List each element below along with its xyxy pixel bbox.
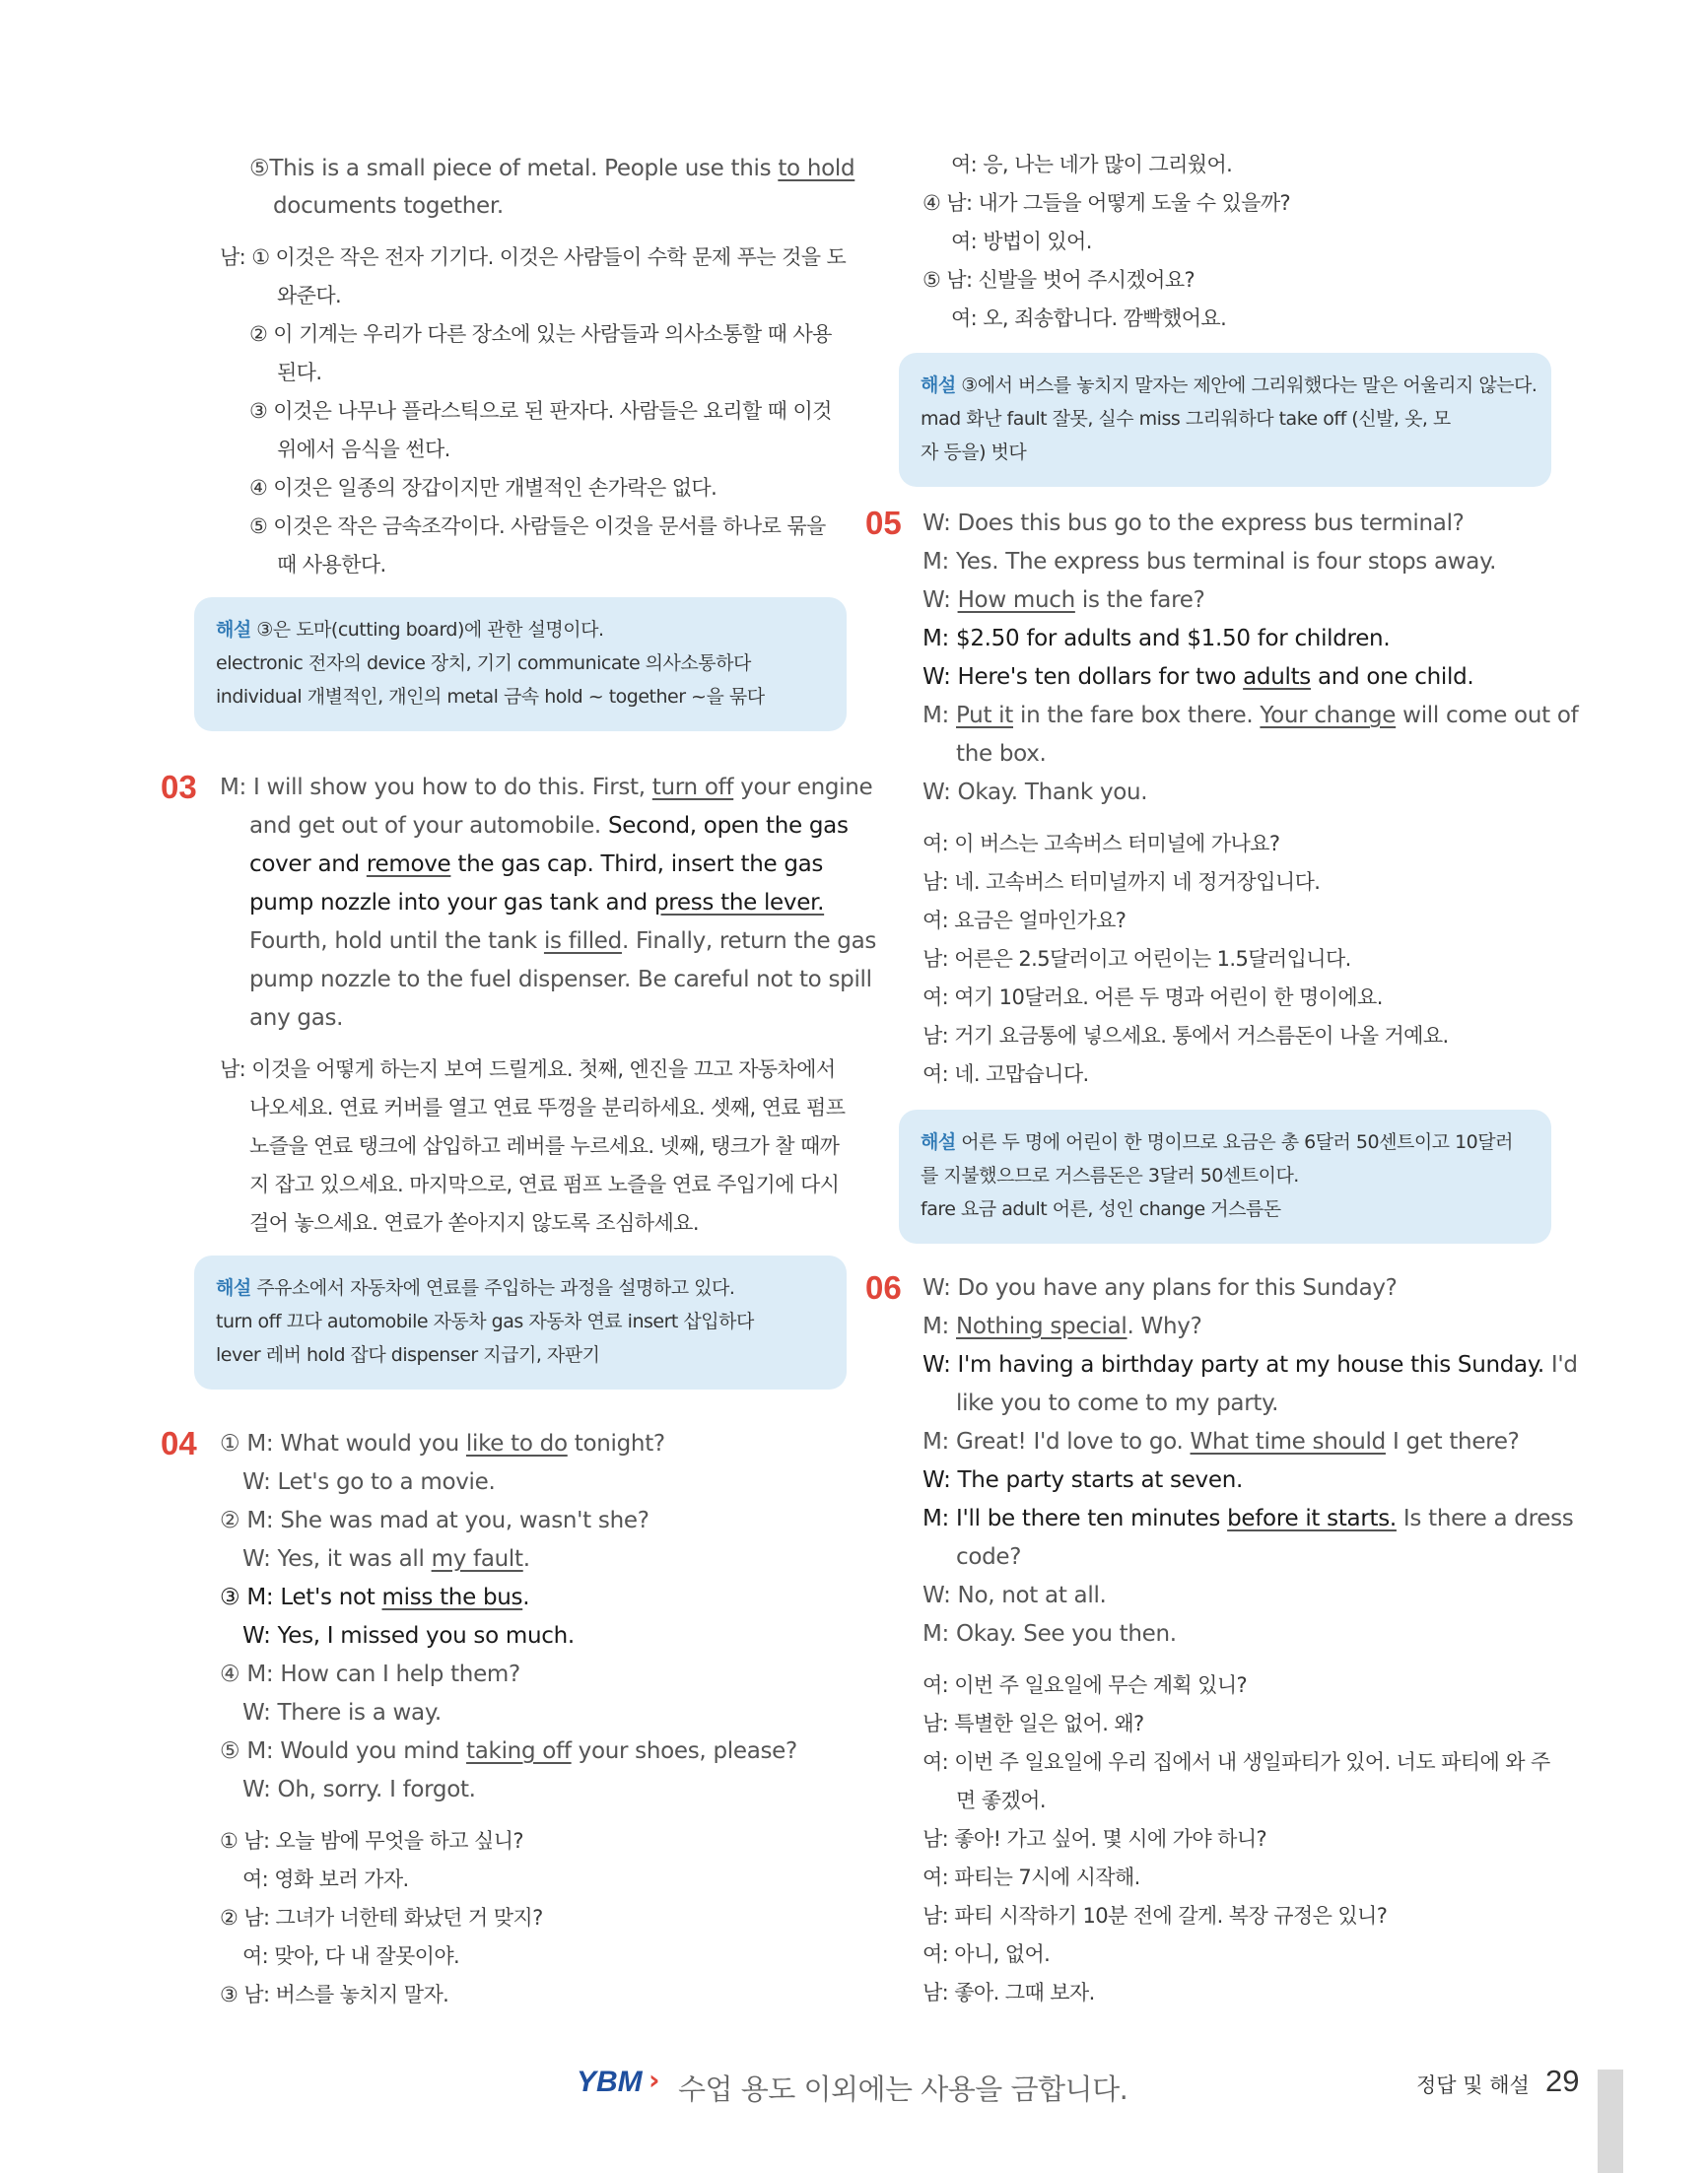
q03-kor-line: 남: 이것을 어떻게 하는지 보여 드릴게요. 첫째, 엔진을 끄고 자동차에서 xyxy=(220,1057,836,1081)
q02-vocab-line: individual 개별적인, 개인의 metal 금속 hold ~ together ~을 묶다 xyxy=(216,686,765,708)
q06-kor-line: 남: 파티 시작하기 10분 전에 갈게. 복장 규정은 있니? xyxy=(922,1904,1388,1928)
q03-eng-line: pump nozzle to the fuel dispenser. Be careful not to spill xyxy=(249,967,872,992)
q04-kor-line: ② 남: 그녀가 너한테 화났던 거 맞지? xyxy=(220,1906,543,1930)
question-number-06: 06 xyxy=(865,1269,902,1306)
q02-vocab-line: electronic 전자의 device 장치, 기기 communicate 의사소통하다 xyxy=(216,652,751,674)
q04-eng-line: W: Yes, I missed you so much. xyxy=(242,1623,575,1649)
q06-eng-line: W: Do you have any plans for this Sunday? xyxy=(922,1275,1398,1301)
q04-eng-line: ② M: She was mad at you, wasn't she? xyxy=(220,1508,649,1533)
chevron-right-icon: › xyxy=(649,2064,660,2096)
q06-eng-line: like you to come to my party. xyxy=(956,1391,1279,1416)
q06-kor-line: 여: 파티는 7시에 시작해. xyxy=(922,1866,1140,1889)
q04-kor-line: 여: 맞아, 다 내 잘못이야. xyxy=(242,1944,460,1968)
page-number: 29 xyxy=(1545,2064,1580,2098)
q02-kor-line: ④ 이것은 일종의 장갑이지만 개별적인 손가락은 없다. xyxy=(249,476,717,500)
q04-vocab-line: 자 등을) 벗다 xyxy=(921,441,1027,463)
q02-kor-line: 위에서 음식을 썬다. xyxy=(277,438,450,461)
q05-kor-line: 남: 네. 고속버스 터미널까지 네 정거장입니다. xyxy=(922,870,1321,894)
q03-eng-line: any gas. xyxy=(249,1005,344,1031)
q04-eng-line: ⑤ M: Would you mind taking off your shoes, please? xyxy=(220,1738,797,1764)
q03-kor-line: 걸어 놓으세요. 연료가 쏟아지지 않도록 조심하세요. xyxy=(249,1211,699,1235)
q05-eng-line: M: Yes. The express bus terminal is four stops away. xyxy=(922,549,1497,575)
q05-kor-line: 남: 거기 요금통에 넣으세요. 통에서 거스름돈이 나올 거예요. xyxy=(922,1024,1449,1048)
q04-eng-line: ① M: What would you like to do tonight? xyxy=(220,1431,665,1457)
q04-eng-line: W: Yes, it was all my fault. xyxy=(242,1546,530,1572)
q04-eng-line: W: Oh, sorry. I forgot. xyxy=(242,1777,476,1802)
q06-eng-line: W: I'm having a birthday party at my house this Sunday. I'd xyxy=(922,1352,1578,1378)
q03-vocab-line: turn off 끄다 automobile 자동차 gas 자동차 연료 insert 삽입하다 xyxy=(216,1311,754,1332)
q05-eng-line: M: Put it in the fare box there. Your change will come out of xyxy=(922,703,1579,728)
q03-eng-line: cover and remove the gas cap. Third, insert the gas xyxy=(249,851,824,877)
q05-explanation-box xyxy=(899,1110,1551,1244)
q02-explanation-box xyxy=(194,597,847,731)
q05-kor-line: 여: 여기 10달러요. 어른 두 명과 어린이 한 명이에요. xyxy=(922,985,1383,1009)
q04-eng-line: W: Let's go to a movie. xyxy=(242,1469,496,1495)
q02-kor-line: 와준다. xyxy=(277,284,342,307)
q04-eng-line: W: There is a way. xyxy=(242,1700,442,1726)
q05-explanation: 해설 어른 두 명에 어린이 한 명이므로 요금은 총 6달러 50센트이고 10달러 xyxy=(921,1131,1513,1153)
q02-kor-line: ⑤ 이것은 작은 금속조각이다. 사람들은 이것을 문서를 하나로 묶을 xyxy=(249,514,826,538)
q02-kor-line: 때 사용한다. xyxy=(277,553,386,577)
q04-explanation-box xyxy=(899,353,1551,487)
q06-kor-line: 여: 이번 주 일요일에 우리 집에서 내 생일파티가 있어. 너도 파티에 와 주 xyxy=(922,1750,1550,1774)
q05-eng-line: the box. xyxy=(956,741,1047,767)
q06-eng-line: M: I'll be there ten minutes before it starts. Is there a dress xyxy=(922,1506,1574,1531)
q03-kor-line: 지 잡고 있으세요. 마지막으로, 연료 펌프 노즐을 연료 주입기에 다시 xyxy=(249,1173,840,1196)
q02-kor-line: ② 이 기계는 우리가 다른 장소에 있는 사람들과 의사소통할 때 사용 xyxy=(249,322,832,346)
q04-kor-line: 여: 응, 나는 네가 많이 그리웠어. xyxy=(951,153,1233,176)
q06-eng-line: M: Nothing special. Why? xyxy=(922,1314,1202,1339)
q06-kor-line: 남: 특별한 일은 없어. 왜? xyxy=(922,1712,1144,1735)
q06-kor-line: 남: 좋아! 가고 싶어. 몇 시에 가야 하니? xyxy=(922,1827,1267,1851)
q06-kor-line: 면 좋겠어. xyxy=(956,1789,1046,1812)
q06-eng-line: M: Okay. See you then. xyxy=(922,1621,1177,1647)
q05-eng-line: W: Does this bus go to the express bus terminal? xyxy=(922,510,1465,536)
q04-kor-line: 여: 영화 보러 가자. xyxy=(242,1867,409,1891)
section-label: 정답 및 해설 xyxy=(1416,2073,1530,2097)
q05-vocab-line: fare 요금 adult 어른, 성인 change 거스름돈 xyxy=(921,1198,1281,1220)
q04-kor-line: 여: 방법이 있어. xyxy=(951,230,1092,253)
q04-kor-line: ⑤ 남: 신발을 벗어 주시겠어요? xyxy=(922,268,1196,292)
question-number-05: 05 xyxy=(865,505,902,541)
q05-kor-line: 여: 요금은 얼마인가요? xyxy=(922,909,1127,932)
q02-kor-line: 된다. xyxy=(277,361,322,384)
question-number-04: 04 xyxy=(161,1425,197,1461)
q03-kor-line: 나오세요. 연료 커버를 열고 연료 뚜껑을 분리하세요. 셋째, 연료 펌프 xyxy=(249,1096,846,1120)
q03-vocab-line: lever 레버 hold 잡다 dispenser 지급기, 자판기 xyxy=(216,1344,600,1366)
q05-eng-line: M: $2.50 for adults and $1.50 for children. xyxy=(922,626,1391,651)
q05-kor-line: 여: 이 버스는 고속버스 터미널에 가나요? xyxy=(922,832,1280,855)
q05-eng-line: W: Here's ten dollars for two adults and one child. xyxy=(922,664,1474,690)
q06-eng-line: M: Great! I'd love to go. What time should I get there? xyxy=(922,1429,1520,1455)
q04-explanation: 해설 ③에서 버스를 놓치지 말자는 제안에 그리워했다는 말은 어울리지 않는다. xyxy=(921,374,1537,396)
page-edge-tab xyxy=(1598,2070,1623,2173)
q05-kor-line: 여: 네. 고맙습니다. xyxy=(922,1062,1089,1086)
q04-kor-line: 여: 오, 죄송합니다. 깜빡했어요. xyxy=(951,306,1227,330)
q06-eng-line: W: No, not at all. xyxy=(922,1583,1107,1608)
q02-choice5-line1: ⑤This is a small piece of metal. People use this to hold xyxy=(249,156,855,181)
q05-explanation-line2: 를 지불했으므로 거스름돈은 3달러 50센트이다. xyxy=(921,1165,1299,1187)
q06-kor-line: 여: 아니, 없어. xyxy=(922,1942,1051,1966)
q03-eng-line: M: I will show you how to do this. First, turn off your engine xyxy=(220,775,873,800)
q06-eng-line: code? xyxy=(956,1544,1022,1570)
q02-choice5-line2: documents together. xyxy=(273,193,504,219)
q04-kor-line: ③ 남: 버스를 놓치지 말자. xyxy=(220,1983,449,2006)
q03-eng-line: pump nozzle into your gas tank and press the lever. xyxy=(249,890,825,916)
q03-kor-line: 노즐을 연료 탱크에 삽입하고 레버를 누르세요. 넷째, 탱크가 찰 때까 xyxy=(249,1134,840,1158)
q04-kor-line: ① 남: 오늘 밤에 무엇을 하고 싶니? xyxy=(220,1829,523,1853)
question-number-03: 03 xyxy=(161,769,197,805)
q05-eng-line: W: How much is the fare? xyxy=(922,587,1205,613)
q02-kor-line: 남: ① 이것은 작은 전자 기기다. 이것은 사람들이 수학 문제 푸는 것을 도 xyxy=(220,245,847,269)
q03-explanation: 해설 주유소에서 자동차에 연료를 주입하는 과정을 설명하고 있다. xyxy=(216,1277,735,1299)
q04-eng-line: ④ M: How can I help them? xyxy=(220,1662,520,1687)
ybm-logo: YBM xyxy=(577,2066,643,2098)
usage-notice: 수업 용도 이외에는 사용을 금합니다. xyxy=(678,2072,1128,2106)
q06-kor-line: 남: 좋아. 그때 보자. xyxy=(922,1981,1095,2004)
q04-eng-line: ③ M: Let's not miss the bus. xyxy=(220,1585,530,1610)
q05-kor-line: 남: 어른은 2.5달러이고 어린이는 1.5달러입니다. xyxy=(922,947,1351,971)
q04-vocab-line: mad 화난 fault 잘못, 실수 miss 그리워하다 take off (신발, 옷, 모 xyxy=(921,408,1451,430)
q03-eng-line: Fourth, hold until the tank is filled. Finally, return the gas xyxy=(249,928,877,954)
q05-eng-line: W: Okay. Thank you. xyxy=(922,780,1148,805)
q03-eng-line: and get out of your automobile. Second, open the gas xyxy=(249,813,849,839)
q02-explanation: 해설 ③은 도마(cutting board)에 관한 설명이다. xyxy=(216,619,604,641)
q03-explanation-box xyxy=(194,1256,847,1390)
q06-eng-line: W: The party starts at seven. xyxy=(922,1467,1244,1493)
q02-kor-line: ③ 이것은 나무나 플라스틱으로 된 판자다. 사람들은 요리할 때 이것 xyxy=(249,399,832,423)
q06-kor-line: 여: 이번 주 일요일에 무슨 계획 있니? xyxy=(922,1673,1248,1697)
q04-kor-line: ④ 남: 내가 그들을 어떻게 도울 수 있을까? xyxy=(922,191,1291,215)
